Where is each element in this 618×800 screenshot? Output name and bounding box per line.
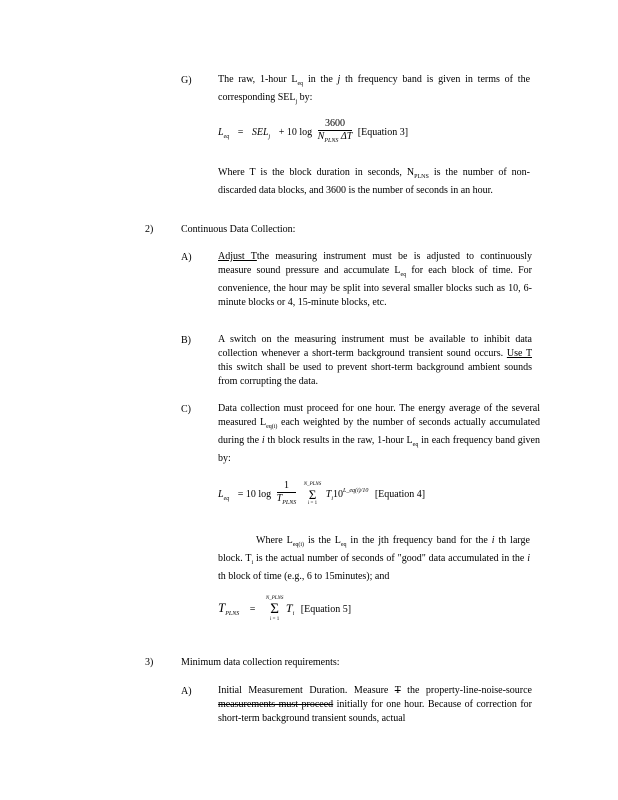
item-a-text: Adjust Tthe measuring instrument must be is adjusted to continuously measure sound pressure and accumulate $L_{eq}$ for each block of time. For convenience, the hour may be split into several smaller blocks such as 10, 6-minute blocks or 4, 15-minute blocks, etc. — [218, 251, 532, 308]
equation-5-sum: N_PLNS Σ i = 1 — [265, 596, 284, 622]
item-3a-label: A) — [181, 686, 192, 697]
section-3-number: 3) — [145, 657, 154, 668]
equation-5: $T_{PLNS}$ = N_PLNS Σ i = 1 $T_i$ [Equation 5] — [218, 596, 352, 622]
item-c-label: C) — [181, 404, 191, 415]
where-paragraph-2: Where $L_{eq(i)}$ is the $L_{eq}$ in the jth frequency band for the i th large block. $T_i$ is the actual number of seconds of "good" data accumulated in the i th block of time (e.g., 6 to 15minutes); and — [218, 535, 530, 582]
item-a-label: A) — [181, 252, 192, 263]
item-g-label: G) — [181, 75, 192, 86]
equation-4: $L_{eq} = 10$ log $\frac{1}{T_{PLNS}}$ N_PLNS Σ i = 1 $T_i10^{L\_eq(i)/10}$ [Equation 4] — [218, 480, 425, 509]
where-paragraph: Where T is the block duration in seconds, $N_{PLNS}$ is the number of non-discarded data blocks, and 3600 is the number of seconds in an hour. — [218, 167, 531, 196]
item-g-text: The raw, 1-hour $L_{eq}$ in the j th frequency band is given in terms of the corresponding $SEL_j$ by: — [218, 74, 531, 105]
section-2-title: Continuous Data Collection: — [181, 224, 296, 235]
item-3a-text: Initial Measurement Duration. Measure T the property-line-noise-source measurements must proceed initially for one hour. Because of correction for short-term background transient sounds, actual — [218, 685, 532, 724]
equation-4-fraction: $\frac{1}{T_{PLNS}}$ — [276, 480, 297, 506]
section-2-number: 2) — [145, 224, 154, 235]
equation-3-fraction: $\frac{3600}{N_{PLNS} \Delta T}$ — [317, 118, 353, 144]
equation-3: $L_{eq} = SEL_j + 10$ log $\frac{3600}{N_{PLNS} \Delta T}$ [Equation 3] — [218, 118, 408, 147]
item-b-label: B) — [181, 335, 191, 346]
equation-4-sum: N_PLNS Σ i = 1 — [303, 482, 322, 506]
section-3-title: Minimum data collection requirements: — [181, 657, 340, 668]
item-b-text: A switch on the measuring instrument must be available to inhibit data collection whenever a short-term background transient sound occurs. Use T this switch shall be used to prevent short-term background ambient sounds from corrupting the data. — [218, 334, 532, 387]
item-c-text: Data collection must proceed for one hour. The energy average of the several measured $L_{eq(i)}$ each weighted by the number of seconds actually accumulated during the i th block results in the raw, 1-hour $L_{eq}$ in each frequency band given by: — [218, 403, 540, 464]
